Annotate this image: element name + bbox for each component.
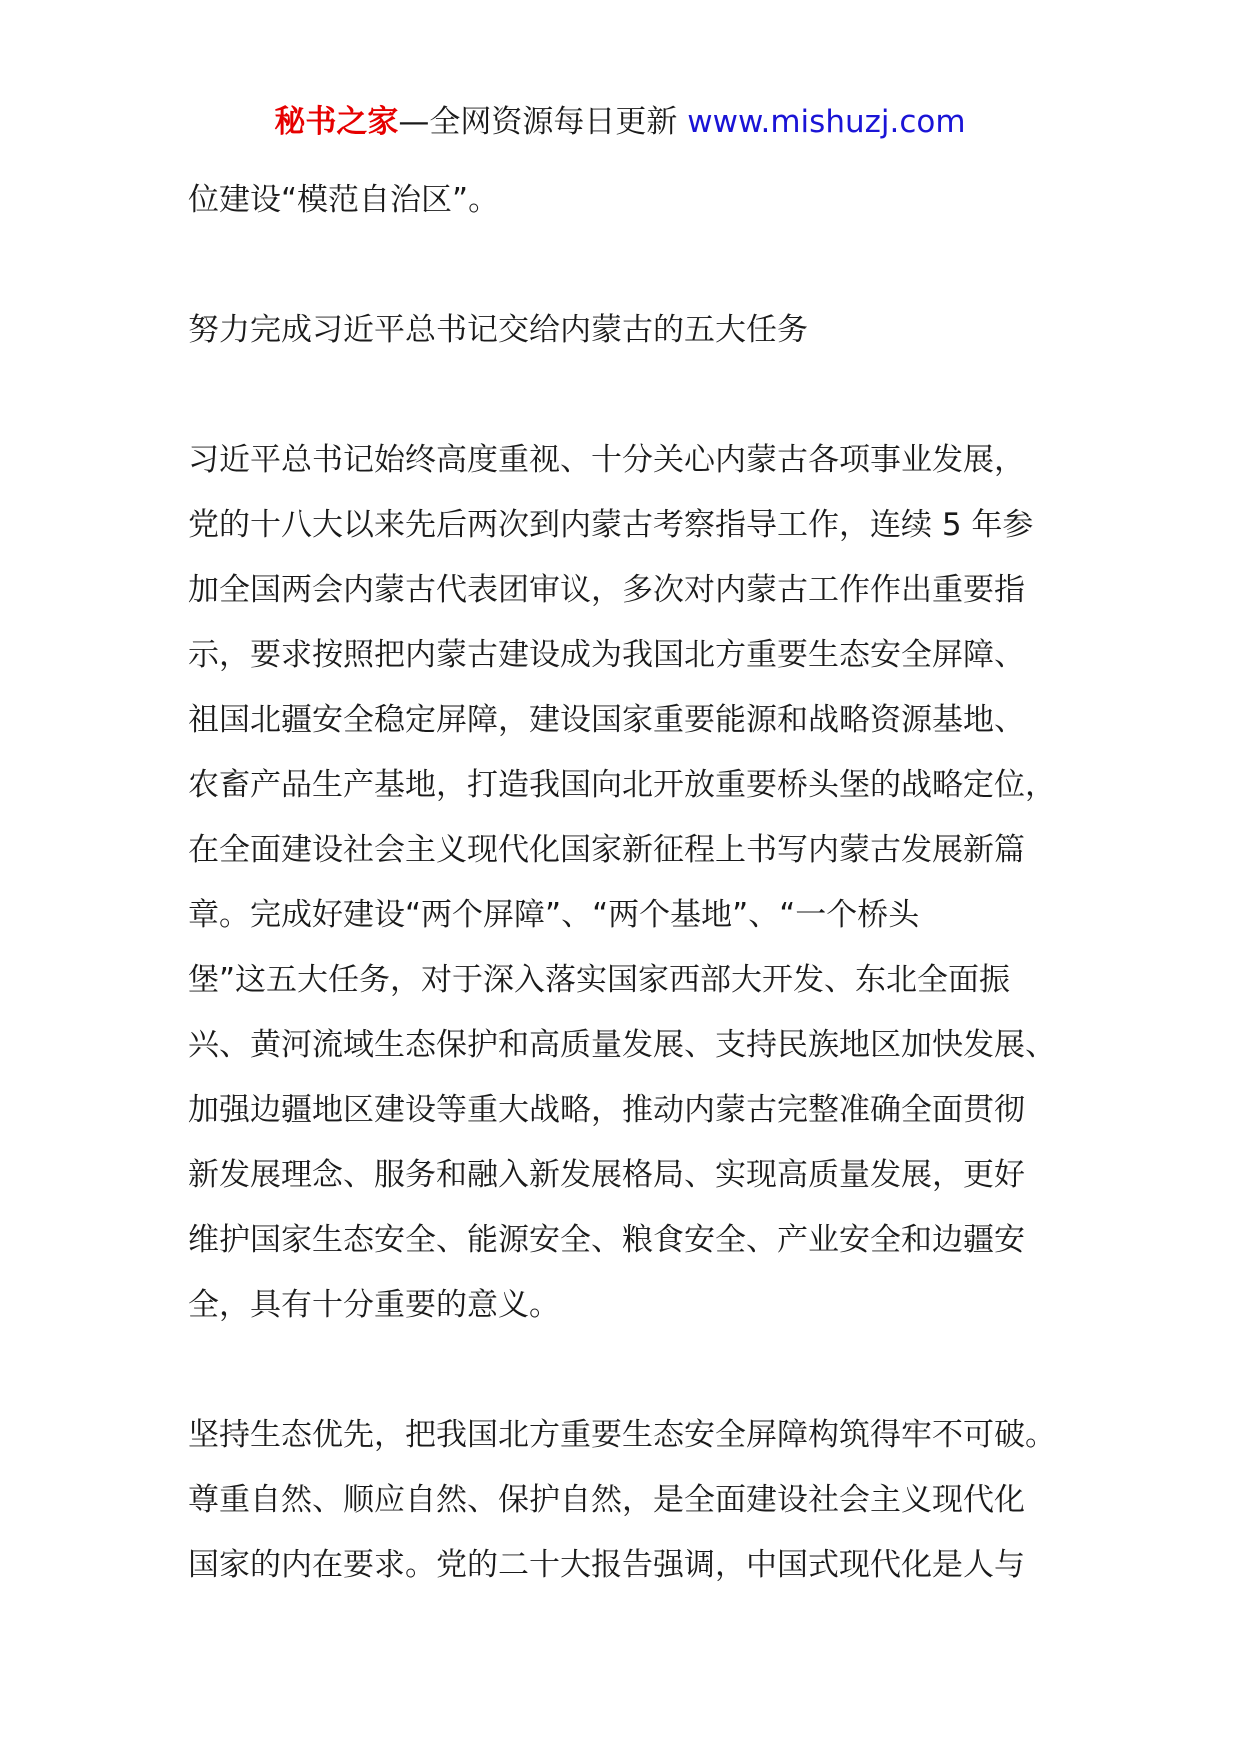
paragraph xyxy=(188,168,1088,233)
paragraph-gap xyxy=(188,233,1088,298)
text-line: 加强边疆地区建设等重大战略，推动内蒙古完整准确全面贯彻 xyxy=(188,1092,1025,1128)
text-line: 坚持生态优先，把我国北方重要生态安全屏障构筑得牢不可破。 xyxy=(188,1417,1056,1453)
paragraph-gap xyxy=(188,363,1088,428)
paragraph xyxy=(188,1403,1088,1598)
text-line: 国家的内在要求。党的二十大报告强调，中国式现代化是人与 xyxy=(188,1547,1025,1583)
text-line: 堡”这五大任务，对于深入落实国家西部大开发、东北全面振 xyxy=(188,962,1011,998)
text-line: 农畜产品生产基地，打造我国向北开放重要桥头堡的战略定位， xyxy=(188,767,1056,803)
text-line: 加全国两会内蒙古代表团审议，多次对内蒙古工作作出重要指 xyxy=(188,572,1025,608)
text-line: 示，要求按照把内蒙古建设成为我国北方重要生态安全屏障、 xyxy=(188,637,1025,673)
text-line: 兴、黄河流域生态保护和高质量发展、支持民族地区加快发展、 xyxy=(188,1027,1056,1063)
text-line: 章。完成好建设“两个屏障”、“两个基地”、“一个桥头 xyxy=(188,897,920,933)
header-tagline: —全网资源每日更新 xyxy=(398,104,688,140)
text-line: 努力完成习近平总书记交给内蒙古的五大任务 xyxy=(188,312,808,348)
document-body xyxy=(188,168,1088,1598)
document-header xyxy=(0,100,1240,144)
text-line: 维护国家生态安全、能源安全、粮食安全、产业安全和边疆安 xyxy=(188,1222,1025,1258)
site-url-link[interactable]: www.mishuzj.com xyxy=(687,104,966,140)
paragraph xyxy=(188,428,1088,1338)
text-line: 尊重自然、顺应自然、保护自然，是全面建设社会主义现代化 xyxy=(188,1482,1025,1518)
text-line: 全，具有十分重要的意义。 xyxy=(188,1287,560,1323)
section-heading xyxy=(188,298,1088,363)
text-line: 新发展理念、服务和融入新发展格局、实现高质量发展，更好 xyxy=(188,1157,1025,1193)
text-line: 党的十八大以来先后两次到内蒙古考察指导工作，连续 5 年参 xyxy=(188,507,1034,543)
text-line: 在全面建设社会主义现代化国家新征程上书写内蒙古发展新篇 xyxy=(188,832,1025,868)
paragraph-gap xyxy=(188,1338,1088,1403)
text-line: 习近平总书记始终高度重视、十分关心内蒙古各项事业发展， xyxy=(188,442,1025,478)
text-line: 位建设“模范自治区”。 xyxy=(188,182,500,218)
text-line: 祖国北疆安全稳定屏障，建设国家重要能源和战略资源基地、 xyxy=(188,702,1025,738)
brand-name: 秘书之家 xyxy=(274,104,399,140)
